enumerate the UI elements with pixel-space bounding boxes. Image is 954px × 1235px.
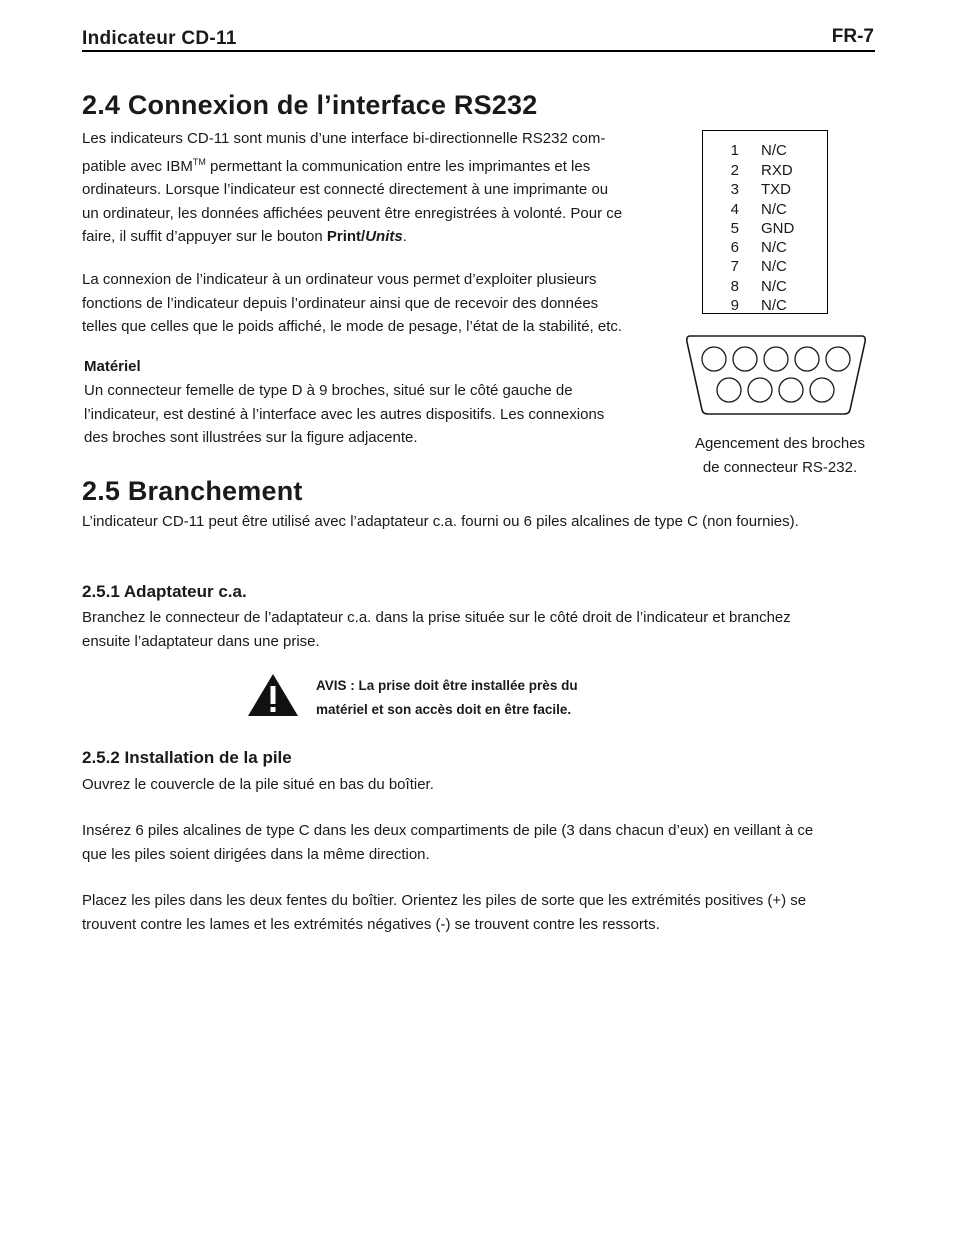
- print-button-label: Print/: [326, 228, 366, 245]
- units-button-label: Units: [365, 228, 403, 245]
- pin-row: 8 N/C: [730, 277, 787, 295]
- materiel-heading: Matériel: [84, 358, 141, 375]
- pin-row: 2 RXD: [730, 161, 793, 179]
- safety-notice: AVIS : La prise doit être installée près du matériel et son accès doit en être facile.: [316, 678, 578, 717]
- pin-row: 7 N/C: [730, 258, 787, 275]
- section-2-5-title: 2.5 Branchement: [82, 476, 303, 506]
- pin-row: 1 N/C: [730, 142, 787, 159]
- section-2-5-2-paragraph-3: Placez les piles dans les deux fentes du boîtier. Orientez les piles de sorte que les extrémités positives (+) se trouvent contre les lames et les extrémités négatives (-) se trouvent contre les ressorts.: [82, 892, 807, 933]
- pin-hole: [795, 347, 819, 371]
- pin-hole: [779, 378, 803, 402]
- section-2-5-2-paragraph-1: Ouvrez le couvercle de la pile situé en bas du boîtier.: [82, 776, 434, 793]
- pin-hole: [733, 347, 757, 371]
- connector-caption: Agencement des broches de connecteur RS-232.: [694, 435, 866, 476]
- section-2-5-1-title: 2.5.1 Adaptateur c.a.: [82, 582, 247, 601]
- pin-hole: [717, 378, 741, 402]
- header-title: Indicateur CD-11: [82, 28, 237, 49]
- p1-line-1: Les indicateurs CD-11 sont munis d’une interface bi-directionnelle RS232 com-: [82, 130, 606, 147]
- pin-row: 3 TXD: [730, 181, 791, 198]
- section-2-4-paragraph-2: La connexion de l’indicateur à un ordinateur vous permet d’exploiter plusieurs fonctions de l’indicateur depuis l’ordinateur ainsi que de recevoir des données telles que celles que le poids affiché, le mode de pesage, l’état de la stabilité, etc.: [82, 271, 623, 335]
- p1-line-2: patible avec IBM™ permettant la communication entre les imprimantes et les: [82, 156, 591, 175]
- connector-shell: [687, 336, 865, 414]
- trademark-sup: TM: [192, 156, 206, 167]
- p1-line-4: un ordinateur, les données affichées peuvent être enregistrées à volonté. Pour ce: [82, 204, 623, 222]
- header-rule: [82, 50, 875, 52]
- pin-hole: [764, 347, 788, 371]
- pin-hole: [748, 378, 772, 402]
- section-2-4-paragraph-1: [82, 127, 658, 249]
- section-2-4-title: 2.4 Connexion de l’interface RS232: [82, 90, 538, 120]
- pin-hole: [702, 347, 726, 371]
- pin-row: 4 N/C: [730, 200, 787, 218]
- p1-line-3: ordinateurs. Lorsque l’indicateur est connecté directement à une imprimante ou: [82, 181, 609, 198]
- page-number: FR-7: [831, 26, 874, 47]
- p1-line-5: faire, il suffit d’appuyer sur le bouton Print/Units.: [82, 228, 407, 245]
- pin-row: 9 N/C: [730, 296, 787, 314]
- pin-assignment-table: [702, 130, 828, 314]
- section-2-5-1-paragraph: Branchez le connecteur de l’adaptateur c.a. dans la prise située sur le côté droit de l’indicateur et branchez ensuite l’adaptateur dans une prise.: [82, 609, 791, 650]
- pin-hole: [826, 347, 850, 371]
- section-2-5-2-title: 2.5.2 Installation de la pile: [82, 748, 292, 767]
- materiel-paragraph: Un connecteur femelle de type D à 9 broches, situé sur le côté gauche de l’indicateur, est destiné à l’interface avec les autres dispositifs. Les connexions des broches sont illustrées sur la figure adjacente.: [84, 382, 605, 446]
- section-2-5-intro: L’indicateur CD-11 peut être utilisé avec l’adaptateur c.a. fourni ou 6 piles alcalines de type C (non fournies).: [82, 513, 799, 530]
- pin-hole: [810, 378, 834, 402]
- pin-row: 5 GND: [730, 220, 795, 237]
- db9-connector-diagram: [684, 330, 868, 418]
- section-2-5-2-paragraph-2: Insérez 6 piles alcalines de type C dans les deux compartiments de pile (3 dans chacun d’eux) en veillant à ce que les piles soient dirigées dans la même direction.: [82, 822, 814, 863]
- pin-row: 6 N/C: [730, 239, 787, 256]
- warning-icon: [246, 672, 300, 718]
